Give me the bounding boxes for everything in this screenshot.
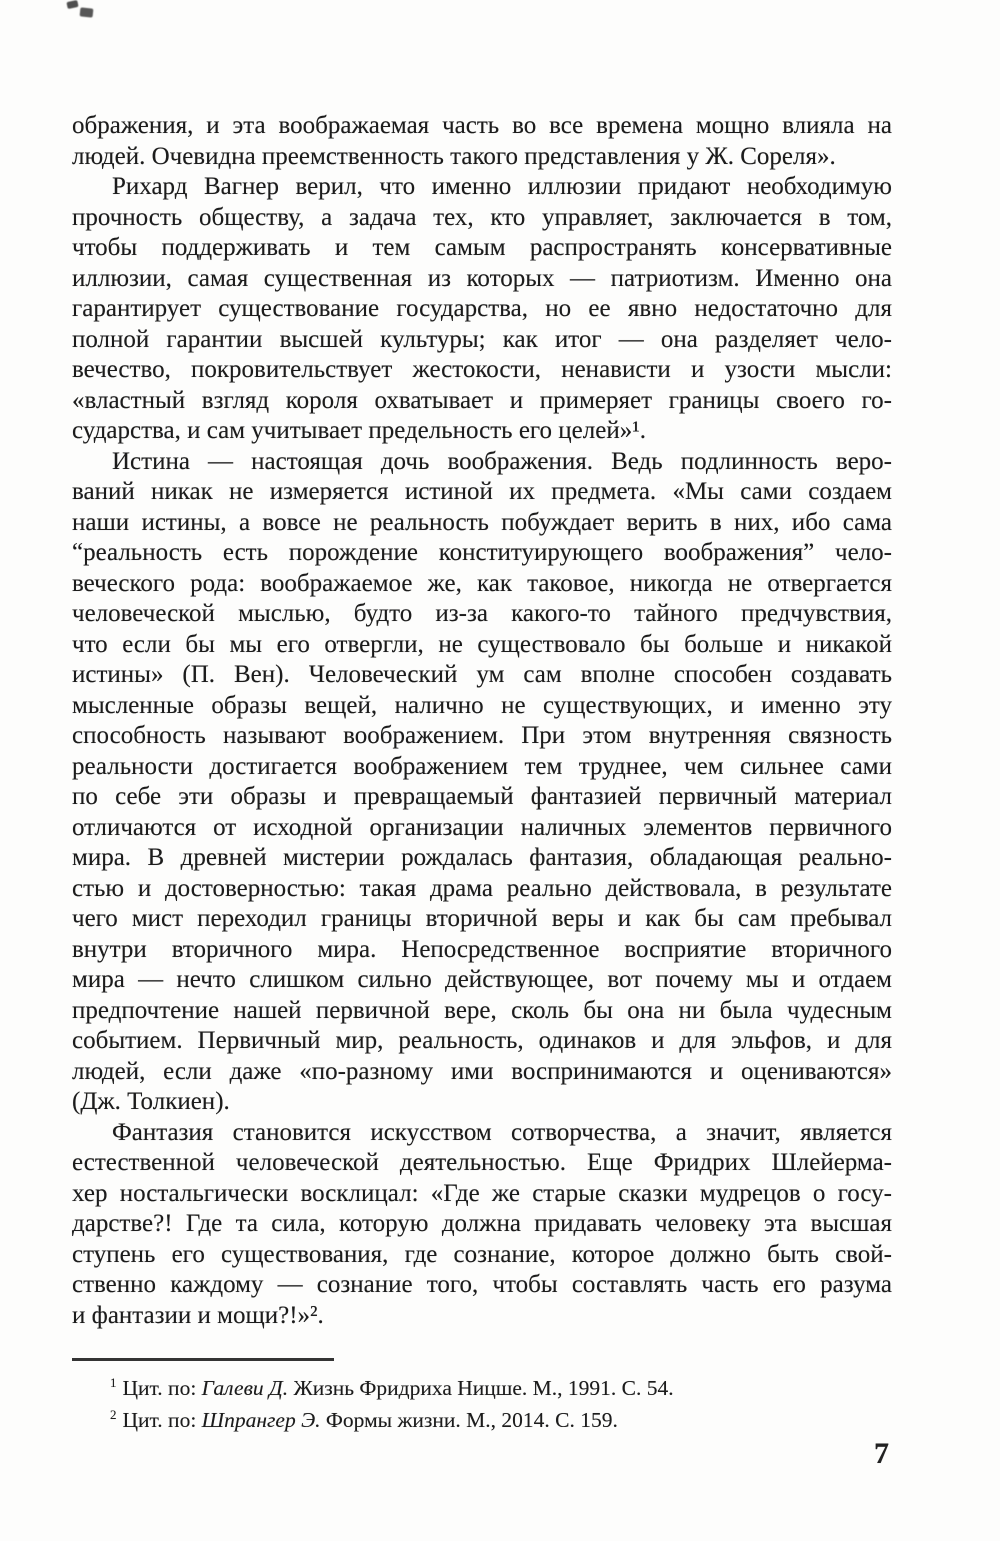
footnote-prefix: Цит. по: — [122, 1408, 202, 1432]
text-line: ственно каждому — сознание того, чтобы составлять часть его разума — [72, 1271, 892, 1298]
text-line: ваний никак не измеряется истиной их предмета. «Мы сами создаем — [72, 478, 892, 505]
text-line: “реальность есть порождение конституирующего воображения” чело- — [72, 539, 892, 566]
footnote-item — [72, 1404, 892, 1436]
text-line: человеческой мыслью, будто из-за какого-то тайного предчувствия, — [72, 600, 892, 627]
text-line: чтобы поддерживать и тем самым распространять консервативные — [72, 234, 892, 261]
footnotes — [72, 1372, 892, 1436]
footnote-rest: Формы жизни. М., 2014. С. 159. — [320, 1408, 618, 1432]
text-line: гарантирует существование государства, но ее явно недостаточно для — [72, 295, 892, 322]
paragraph — [72, 1118, 892, 1332]
text-line: ступень его существования, где сознание, которое должно быть свой- — [72, 1240, 892, 1268]
text-line: ображения, и эта воображаемая часть во все времена мощно влияла на — [72, 112, 892, 139]
footnote-source: Шпрангер Э. — [201, 1408, 321, 1432]
text-line: дарстве?! Где та сила, которую должна придавать человеку эта высшая — [72, 1210, 892, 1237]
text-line: мира. В древней мистерии рождалась фантазия, обладающая реально- — [72, 844, 892, 871]
text-line: Рихард Вагнер верил, что именно иллюзии придают необходимую — [112, 173, 892, 200]
text-line: людей, если даже «по-разному ими воспринимаются и оцениваются» — [72, 1057, 892, 1085]
text-line: веческого рода: воображаемое же, как таковое, никогда не отвергается — [72, 569, 892, 597]
text-line: истины» (П. Вен). Человеческий ум сам вполне способен создавать — [72, 661, 892, 688]
text-line: людей. Очевидна преемственность такого представления у Ж. Сореля». — [72, 142, 836, 170]
text-line: иллюзии, самая существенная из которых — патриотизм. Именно она — [72, 264, 892, 292]
text-line: естественной человеческой деятельностью. Еще Фридрих Шлейерма- — [72, 1149, 892, 1176]
footnote-prefix: Цит. по: — [122, 1376, 202, 1400]
text-line: хер ностальгически восклицал: «Где же старые сказки мудрецов о госу- — [72, 1179, 892, 1207]
paragraph — [72, 172, 892, 447]
page-number: 7 — [874, 1437, 889, 1470]
text-line: предпочтение нашей первичной вере, сколь бы она ни была чудесным — [72, 996, 892, 1024]
text-line: «властный взгляд короля охватывает и примеряет границы своего го- — [72, 386, 892, 414]
text-line: вечество, покровительствует жестокости, ненависти и узости мысли: — [72, 356, 892, 383]
paragraph — [72, 111, 892, 172]
text-line: (Дж. Толкиен). — [72, 1088, 230, 1115]
text-line: внутри вторичного мира. Непосредственное восприятие вторичного — [72, 935, 892, 963]
text-line: отличаются от исходной организации наличных элементов первичного — [72, 813, 892, 841]
footnote-item — [72, 1372, 892, 1404]
text-block — [72, 111, 892, 1331]
text-line: что если бы мы его отвергли, не существовало бы больше и никакой — [72, 630, 892, 658]
text-line: и фантазии и мощи?!»². — [72, 1301, 324, 1329]
text-line: наши истины, а вовсе не реальность побуждает верить в них, ибо сама — [72, 508, 892, 536]
text-line: по себе эти образы и превращаемый фантазией первичный материал — [72, 783, 892, 810]
text-line: чего мист переходил границы вторичной веры и как бы сам пребывал — [72, 905, 892, 932]
scan-speck — [80, 7, 94, 17]
paragraph — [72, 447, 892, 1118]
footnote-marker: 2 — [110, 1406, 117, 1422]
text-line: событием. Первичный мир, реальность, одинаков и для эльфов, и для — [72, 1027, 892, 1054]
text-line: стью и достоверностью: такая драма реально действовала, в результате — [72, 874, 892, 902]
text-line: мира — нечто слишком сильно действующее, вот почему мы и отдаем — [72, 966, 892, 993]
text-line: полной гарантии высшей культуры; как итог — она разделяет чело- — [72, 325, 892, 353]
text-line: реальности достигается воображением тем труднее, чем сильнее сами — [72, 752, 892, 780]
footnote-separator — [72, 1358, 334, 1361]
text-line: сударства, и сам учитывает предельность его целей»¹. — [72, 417, 646, 444]
footnote-source: Галеви Д. — [201, 1376, 289, 1400]
footnote-rest: Жизнь Фридриха Ницше. М., 1991. С. 54. — [288, 1376, 674, 1400]
text-line: Истина — настоящая дочь воображения. Ведь подлинность веро- — [112, 447, 892, 475]
footnote-marker: 1 — [110, 1374, 117, 1390]
text-line: способность называют воображением. При этом внутренняя связность — [72, 722, 892, 749]
text-line: прочность обществу, а задача тех, кто управляет, заключается в том, — [72, 203, 892, 231]
text-line: мысленные образы вещей, налично не существующих, и именно эту — [72, 691, 892, 719]
scan-speck — [66, 0, 78, 9]
text-line: Фантазия становится искусством сотворчества, а значит, является — [112, 1118, 892, 1146]
